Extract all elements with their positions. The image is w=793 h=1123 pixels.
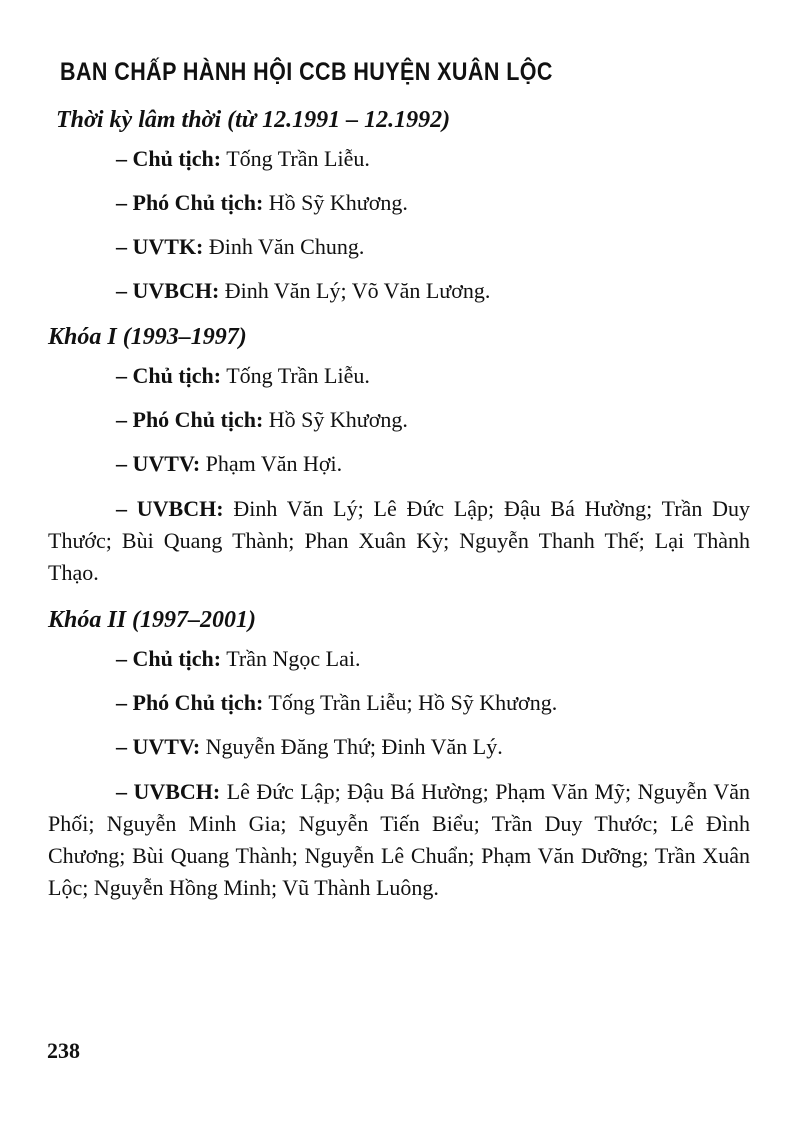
entry-uvtv	[48, 732, 750, 762]
section-heading: Khóa II (1997–2001)	[48, 607, 257, 633]
entry-label: – Phó Chủ tịch:	[116, 690, 264, 715]
entry-label: – UVTV:	[116, 734, 201, 759]
entry-chairman	[48, 361, 750, 391]
section-term-1	[48, 324, 750, 589]
entry-label: – Phó Chủ tịch:	[116, 190, 264, 215]
entry-text: Đinh Văn Lý; Võ Văn Lương.	[219, 278, 491, 303]
entry-label: – UVBCH:	[116, 496, 224, 521]
entry-text: Tống Trần Liễu.	[221, 363, 370, 388]
entry-text: Đinh Văn Lý; Lê Đức Lập; Đậu Bá Hường; Trần Duy Thước; Bùi Quang Thành; Phan Xuân Kỳ; Nguyễn Thanh Thế; Lại Thành Thạo.	[48, 496, 750, 585]
page-number: 238	[47, 1038, 80, 1063]
entry-uvbch	[48, 276, 750, 306]
entry-uvtv	[48, 449, 750, 479]
section-term-2	[48, 607, 750, 904]
entry-uvbch	[48, 493, 750, 589]
entry-chairman	[48, 144, 750, 174]
page-title: BAN CHẤP HÀNH HỘI CCB HUYỆN XUÂN LỘC	[60, 58, 553, 86]
entry-text: Tống Trần Liễu; Hồ Sỹ Khương.	[263, 690, 558, 715]
entry-text: Phạm Văn Hợi.	[200, 451, 343, 476]
entry-text: Tống Trần Liễu.	[221, 146, 370, 171]
entry-text: Hồ Sỹ Khương.	[263, 407, 408, 432]
entry-label: – UVTV:	[116, 451, 201, 476]
entry-text: Trần Ngọc Lai.	[221, 646, 361, 671]
entry-label: – Chủ tịch:	[116, 363, 222, 388]
entry-uvbch	[48, 776, 750, 904]
entry-label: – UVBCH:	[116, 278, 220, 303]
entry-text: Đinh Văn Chung.	[203, 234, 365, 259]
entry-label: – Phó Chủ tịch:	[116, 407, 264, 432]
entry-label: – UVBCH:	[116, 779, 221, 804]
entry-text: Nguyễn Đăng Thứ; Đinh Văn Lý.	[200, 734, 503, 759]
entry-uvtk	[48, 232, 750, 262]
section-heading: Khóa I (1993–1997)	[48, 324, 247, 350]
entry-chairman	[48, 644, 750, 674]
document-page	[48, 58, 750, 922]
entry-vice-chairman	[48, 688, 750, 718]
entry-vice-chairman	[48, 405, 750, 435]
section-interim-period	[48, 107, 750, 306]
entry-vice-chairman	[48, 188, 750, 218]
entry-label: – Chủ tịch:	[116, 146, 222, 171]
entry-text: Lê Đức Lập; Đậu Bá Hường; Phạm Văn Mỹ; Nguyễn Văn Phối; Nguyễn Minh Gia; Nguyễn Tiến Biểu; Trần Duy Thước; Lê Đình Chương; Bùi Quang Thành; Nguyễn Lê Chuẩn; Phạm Văn Dưỡng; Trần Xuân Lộc; Nguyễn Hồng Minh; Vũ Thành Luông.	[48, 779, 750, 900]
section-heading: Thời kỳ lâm thời (từ 12.1991 – 12.1992)	[56, 107, 451, 133]
entry-text: Hồ Sỹ Khương.	[263, 190, 408, 215]
entry-label: – Chủ tịch:	[116, 646, 222, 671]
entry-label: – UVTK:	[116, 234, 204, 259]
